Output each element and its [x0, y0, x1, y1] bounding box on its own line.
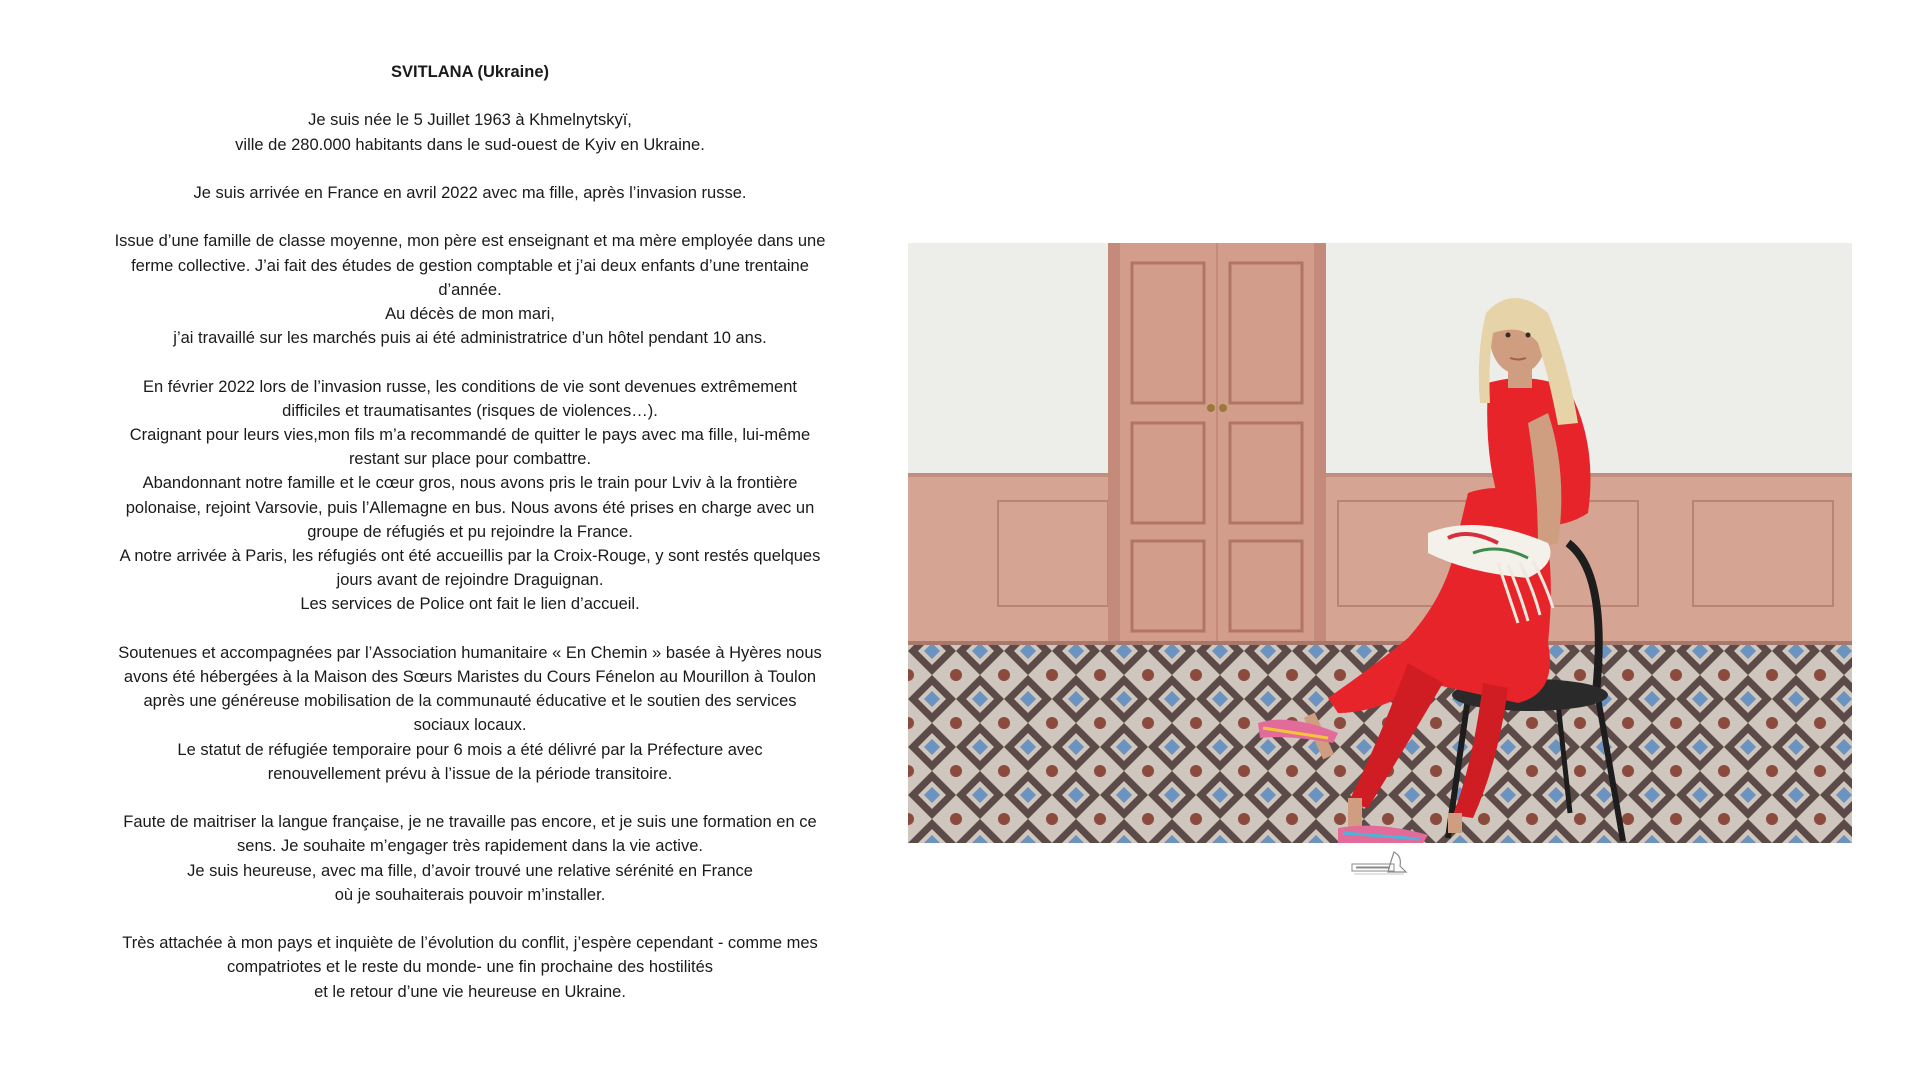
text-line: j’ai travaillé sur les marchés puis ai été administratrice d’un hôtel pendant 10 ans.: [173, 329, 767, 348]
paragraph-language: [100, 810, 840, 907]
text-line: restant sur place pour combattre.: [348, 450, 592, 469]
text-line: sens. Je souhaite m’engager très rapidement dans la vie active.: [237, 837, 703, 856]
text-line: Je suis arrivée en France en avril 2022 avec ma fille, après l’invasion russe.: [193, 183, 747, 202]
text-line: ferme collective. J’ai fait des études de gestion comptable et j’ai deux enfants d’une trentaine: [131, 256, 809, 275]
text-line: Soutenues et accompagnées par l’Association humanitaire « En Chemin » basée à Hyères nous: [118, 643, 822, 662]
page-title: SVITLANA (Ukraine): [391, 63, 549, 81]
text-line: Issue d’une famille de classe moyenne, mon père est enseignant et ma mère employée dans une: [114, 232, 826, 251]
text-line: Je suis née le 5 Juillet 1963 à Khmelnytskyï,: [308, 111, 632, 130]
photographer-logo-icon: [1350, 850, 1410, 876]
text-line: Très attachée à mon pays et inquiète de l’évolution du conflit, j’espère cependant - comme mes: [122, 934, 818, 953]
text-line: renouvellement prévu à l’issue de la période transitoire.: [267, 764, 673, 783]
text-line: groupe de réfugiés et pu rejoindre la France.: [307, 522, 633, 541]
paragraph-arrival: [100, 181, 840, 205]
text-line: Faute de maitriser la langue française, je ne travaille pas encore, et je suis une formation en ce: [123, 813, 817, 832]
portrait-photo: [908, 243, 1852, 843]
text-line: jours avant de rejoindre Draguignan.: [336, 571, 604, 590]
paragraph-family: [100, 229, 840, 350]
text-line: avons été hébergées à la Maison des Sœurs Maristes du Cours Fénelon au Mourillon à Toulon: [123, 668, 817, 686]
text-line: Je suis heureuse, avec ma fille, d’avoir trouvé une relative sérénité en France: [187, 861, 753, 880]
text-line: Craignant pour leurs vies,mon fils m’a recommandé de quitter le pays avec ma fille, lui-même: [129, 425, 811, 444]
text-line: polonaise, rejoint Varsovie, puis l’Allemagne en bus. Nous avons été prises en charge avec un: [125, 498, 815, 517]
paragraph-support: [100, 641, 840, 786]
text-line: où je souhaiterais pouvoir m’installer.: [334, 885, 606, 904]
text-line: Au décès de mon mari,: [385, 304, 555, 323]
text-line: et le retour d’une vie heureuse en Ukraine.: [314, 982, 626, 1001]
paragraph-invasion: [100, 375, 840, 617]
paragraph-hope: [100, 931, 840, 1004]
text-line: En février 2022 lors de l’invasion russe, les conditions de vie sont devenues extrêmement: [143, 377, 797, 396]
text-line: Abandonnant notre famille et le cœur gros, nous avons pris le train pour Lviv à la frontière: [142, 474, 798, 493]
text-line: après une généreuse mobilisation de la communauté éducative et le soutien des services: [143, 692, 797, 711]
text-line: ville de 280.000 habitants dans le sud-ouest de Kyiv en Ukraine.: [235, 135, 705, 154]
paragraph-birth: [100, 108, 840, 156]
text-line: Le statut de réfugiée temporaire pour 6 mois a été délivré par la Préfecture avec: [177, 740, 763, 759]
text-line: d’année.: [438, 280, 502, 299]
text-line: compatriotes et le reste du monde- une fin prochaine des hostilités: [226, 958, 714, 977]
text-line: Les services de Police ont fait le lien d’accueil.: [300, 595, 640, 614]
text-line: sociaux locaux.: [413, 716, 527, 735]
testimony-text: [100, 60, 840, 1028]
text-line: difficiles et traumatisantes (risques de violences…).: [282, 401, 658, 420]
text-line: A notre arrivée à Paris, les réfugiés ont été accueillis par la Croix-Rouge, y sont restés quelques: [119, 547, 821, 565]
